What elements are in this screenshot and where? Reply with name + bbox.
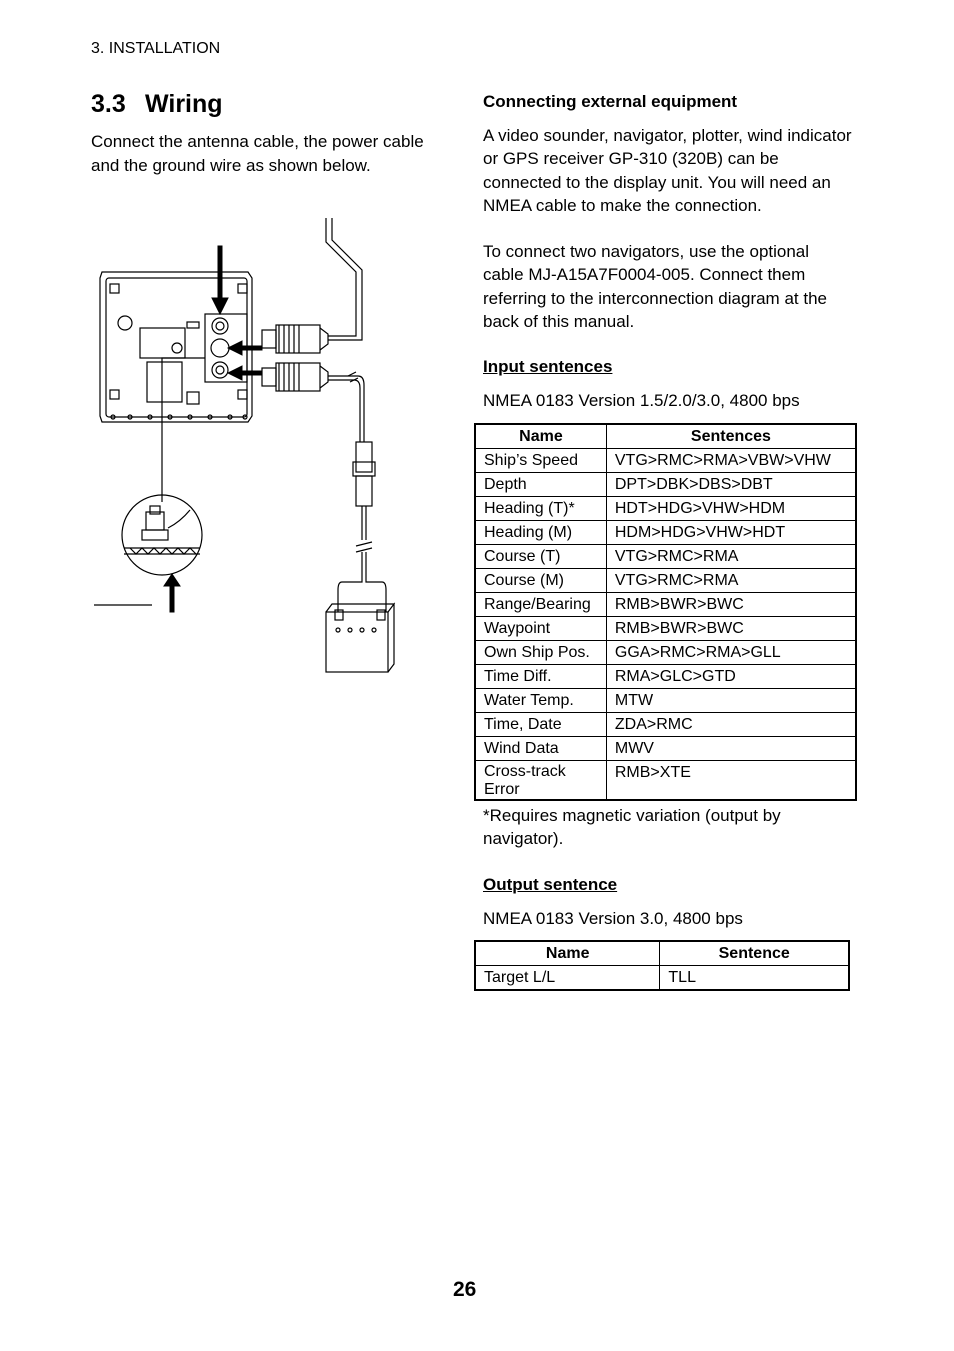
right-column bbox=[483, 92, 853, 411]
column-header: Name bbox=[475, 424, 606, 449]
input-version: NMEA 0183 Version 1.5/2.0/3.0, 4800 bps bbox=[483, 391, 800, 411]
table-row bbox=[475, 521, 856, 545]
table-row bbox=[475, 966, 849, 991]
table-row bbox=[475, 761, 856, 801]
table-cell: GGA>RMC>RMA>GLL bbox=[606, 641, 856, 665]
table-cell: Wind Data bbox=[475, 737, 606, 761]
table-cell: Time, Date bbox=[475, 713, 606, 737]
running-head: 3. INSTALLATION bbox=[91, 40, 221, 57]
table-cell: VTG>RMC>RMA>VBW>VHW bbox=[606, 449, 856, 473]
table-cell: RMB>BWR>BWC bbox=[606, 593, 856, 617]
ground-wire bbox=[162, 358, 205, 502]
output-sentence-table bbox=[474, 940, 850, 991]
table-header-row bbox=[475, 424, 856, 449]
output-heading: Output sentence bbox=[483, 875, 618, 894]
table-cell: Range/Bearing bbox=[475, 593, 606, 617]
table-cell: Depth bbox=[475, 473, 606, 497]
connector-arrow-2 bbox=[228, 366, 262, 380]
table-row bbox=[475, 449, 856, 473]
intro-paragraph: Connect the antenna cable, the power cable and the ground wire as shown below. bbox=[91, 132, 424, 175]
table-cell: Heading (M) bbox=[475, 521, 606, 545]
table-cell: Course (T) bbox=[475, 545, 606, 569]
table-cell: DPT>DBK>DBS>DBT bbox=[606, 473, 856, 497]
table-header-row bbox=[475, 941, 849, 966]
table-cell: RMB>BWR>BWC bbox=[606, 617, 856, 641]
table-cell: Cross-track Error bbox=[475, 761, 606, 801]
table-row bbox=[475, 545, 856, 569]
table-row bbox=[475, 665, 856, 689]
table-cell: Waypoint bbox=[475, 617, 606, 641]
page-number: 26 bbox=[453, 1278, 477, 1301]
column-header: Sentences bbox=[606, 424, 856, 449]
table-cell: MWV bbox=[606, 737, 856, 761]
table-cell: ZDA>RMC bbox=[606, 713, 856, 737]
table-row bbox=[475, 713, 856, 737]
external-para-2: To connect two navigators, use the optional cable MJ-A15A7F0004-005. Connect them referring to the interconnection diagram at the back of this manual. bbox=[483, 242, 827, 332]
connector-arrow-1 bbox=[228, 341, 262, 355]
wiring-diagram bbox=[80, 210, 410, 680]
table-cell: HDM>HDG>VHW>HDT bbox=[606, 521, 856, 545]
section-title bbox=[91, 90, 223, 119]
table-row bbox=[475, 617, 856, 641]
ground-terminal-detail bbox=[122, 495, 202, 575]
table-cell: HDT>HDG>VHW>HDM bbox=[606, 497, 856, 521]
table-cell: RMB>XTE bbox=[606, 761, 856, 801]
table-cell: Time Diff. bbox=[475, 665, 606, 689]
table-row bbox=[475, 473, 856, 497]
table-row bbox=[475, 641, 856, 665]
ground-arrow bbox=[164, 574, 180, 612]
table-row bbox=[475, 569, 856, 593]
input-heading: Input sentences bbox=[483, 357, 613, 377]
table-cell: Water Temp. bbox=[475, 689, 606, 713]
input-sentences-table bbox=[474, 423, 857, 801]
table-row bbox=[475, 593, 856, 617]
table-cell: Target L/L bbox=[475, 966, 660, 991]
table-row bbox=[475, 497, 856, 521]
table-cell: RMA>GLC>GTD bbox=[606, 665, 856, 689]
table-cell: TLL bbox=[660, 966, 849, 991]
table-cell: VTG>RMC>RMA bbox=[606, 545, 856, 569]
table-row bbox=[475, 689, 856, 713]
table-cell: Course (M) bbox=[475, 569, 606, 593]
table-cell: Own Ship Pos. bbox=[475, 641, 606, 665]
antenna-cable bbox=[328, 218, 362, 340]
table-cell: VTG>RMC>RMA bbox=[606, 569, 856, 593]
table-row bbox=[475, 737, 856, 761]
external-para-1: A video sounder, navigator, plotter, wind indicator or GPS receiver GP-310 (320B) can be connected to the display unit. You will need an NMEA cable to make the connection. bbox=[483, 126, 852, 215]
section-title-text: Wiring bbox=[145, 90, 223, 118]
antenna-arrow bbox=[212, 246, 228, 314]
column-header: Name bbox=[475, 941, 660, 966]
section-number: 3.3 bbox=[91, 90, 126, 118]
column-header: Sentence bbox=[660, 941, 849, 966]
table-cell: Heading (T)* bbox=[475, 497, 606, 521]
power-cable bbox=[328, 376, 364, 442]
table-cell: Ship’s Speed bbox=[475, 449, 606, 473]
external-heading: Connecting external equipment bbox=[483, 92, 738, 111]
table-cell: MTW bbox=[606, 689, 856, 713]
output-version: NMEA 0183 Version 3.0, 4800 bps bbox=[483, 909, 743, 928]
battery bbox=[326, 604, 394, 672]
input-footnote: *Requires magnetic variation (output by navigator). bbox=[483, 806, 781, 849]
